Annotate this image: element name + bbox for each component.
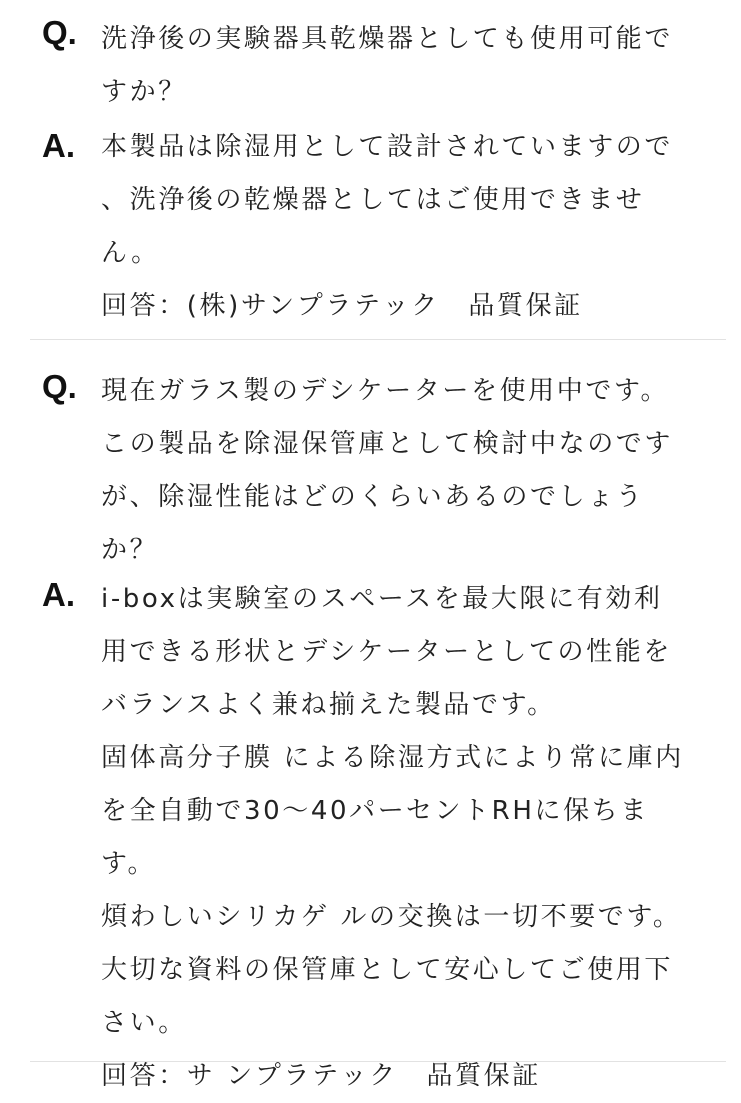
divider	[30, 339, 726, 340]
answer-line: さい。	[101, 1008, 187, 1038]
answer-marker: A.	[42, 127, 75, 164]
answer-signature: 回答：サ ンプラテック 品質保証	[101, 1061, 541, 1091]
answer-line: 本製品は除湿用として設計されていますので	[101, 132, 674, 162]
question-line: この製品を除湿保管庫として検討中なのです	[101, 429, 674, 459]
question-line: が、除湿性能はどのくらいあるのでしょう	[101, 482, 645, 512]
answer-signature: 回答：(株)サンプラテック 品質保証	[101, 291, 583, 321]
answer-line: ん。	[101, 238, 160, 268]
answer-marker: A.	[42, 576, 75, 613]
answer-line: 大切な資料の保管庫として安心してご使用下	[101, 955, 674, 985]
answer-line: 固体高分子膜 による除湿方式により常に庫内	[101, 743, 684, 773]
answer-text	[101, 573, 721, 1103]
question-text	[101, 365, 721, 577]
answer-line: 用できる形状とデシケーターとしての性能を	[101, 637, 672, 667]
question-marker: Q.	[42, 14, 77, 51]
question-line: 現在ガラス製のデシケーターを使用中です。	[101, 376, 670, 406]
question-marker: Q.	[42, 368, 77, 405]
answer-line: す。	[101, 849, 157, 879]
question-line: 洗浄後の実験器具乾燥器としても使用可能で	[101, 24, 674, 54]
question-text	[101, 13, 721, 119]
question-line: か？	[101, 535, 159, 565]
answer-line: 煩わしいシリカゲ ルの交換は一切不要です。	[101, 902, 682, 932]
answer-line: 、洗浄後の乾燥器としてはご使用できませ	[101, 185, 645, 215]
answer-line: i-boxは実験室のスペースを最大限に有効利	[101, 584, 663, 614]
answer-text	[101, 121, 721, 333]
question-line: すか？	[101, 77, 187, 107]
divider	[30, 1061, 726, 1062]
answer-line: バランスよく兼ね揃えた製品です。	[101, 690, 556, 720]
answer-line: を全自動で30〜40パーセントRHに保ちま	[101, 796, 649, 826]
